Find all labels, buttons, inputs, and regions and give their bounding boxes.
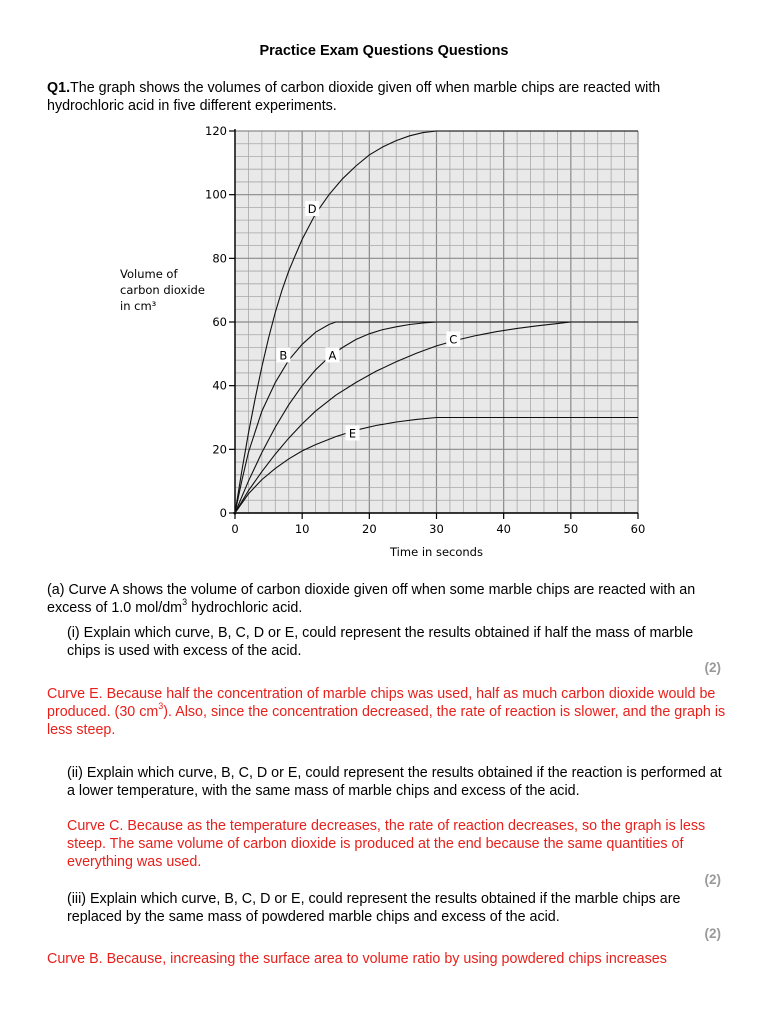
x-tick-label: 50 — [563, 522, 579, 536]
y-axis-label: carbon dioxide — [120, 283, 205, 297]
part-i-answer-superscript: 3 — [158, 701, 164, 712]
y-tick-label: 100 — [205, 187, 227, 202]
part-i-marks: (2) — [704, 660, 721, 675]
x-axis-label: Time in seconds — [390, 545, 483, 559]
series-label-b: B — [279, 348, 288, 363]
part-ii-marks: (2) — [704, 872, 721, 887]
y-tick-label: 40 — [212, 378, 227, 393]
series-label-c: C — [449, 332, 458, 347]
x-tick-label: 10 — [294, 522, 310, 536]
part-i-answer — [47, 685, 727, 739]
question-number: Q1. — [47, 80, 71, 96]
x-tick-label: 60 — [630, 522, 646, 536]
part-i-answer-start: Curve E. Because half the concentration of marble chips was used, half as much carbon dioxide would be produced. (30 cm — [47, 686, 716, 720]
part-ii-answer: Curve C. Because as the temperature decreases, the rate of reaction decreases, so the graph is less steep. The same volume of carbon dioxide is produced at the end because the same quantities of everything was used. — [67, 818, 706, 870]
part-i-answer-end: ). Also, since the concentration decreased, the rate of reaction is slower, and the graph is less steep. — [47, 704, 726, 738]
page-title: Practice Exam Questions Questions — [259, 43, 509, 59]
series-label-e: E — [348, 426, 357, 441]
series-label-a: A — [328, 348, 337, 363]
part-a-text — [47, 581, 727, 617]
y-axis-label: Volume of — [120, 267, 178, 281]
x-tick-label: 0 — [231, 522, 239, 536]
y-axis-label: in cm³ — [120, 299, 157, 313]
part-iii-marks: (2) — [704, 926, 721, 941]
part-iii-answer: Curve B. Because, increasing the surface area to volume ratio by using powdered chips increases — [47, 951, 667, 967]
part-i-question: (i) Explain which curve, B, C, D or E, could represent the results obtained if half the mass of marble chips is used with excess of the acid. — [67, 625, 694, 659]
x-tick-label: 20 — [362, 522, 377, 536]
part-iii-question: (iii) Explain which curve, B, C, D or E, could represent the results obtained if the marble chips are replaced by the same mass of powdered marble chips and excess of the acid. — [67, 891, 681, 925]
x-tick-label: 30 — [429, 522, 444, 536]
y-tick-label: 120 — [205, 124, 227, 138]
y-tick-label: 80 — [212, 251, 227, 266]
y-tick-label: 20 — [212, 442, 227, 457]
x-tick-label: 40 — [496, 522, 511, 536]
series-label-d: D — [307, 201, 317, 216]
part-a-text-end: hydrochloric acid. — [187, 600, 303, 616]
part-ii-question: (ii) Explain which curve, B, C, D or E, could represent the results obtained if the reaction is performed at a lower temperature, with the same mass of marble chips and excess of the acid. — [67, 765, 722, 799]
part-a-text-start: (a) Curve A shows the volume of carbon dioxide given off when some marble chips are reacted with an excess of 1.0 mol/dm — [47, 582, 696, 616]
y-tick-label: 60 — [212, 315, 227, 329]
y-tick-label: 0 — [219, 506, 227, 520]
part-a-superscript: 3 — [182, 597, 188, 608]
question-1-text: The graph shows the volumes of carbon dioxide given off when marble chips are reacted with hydrochloric acid in five different experiments. — [47, 80, 661, 114]
